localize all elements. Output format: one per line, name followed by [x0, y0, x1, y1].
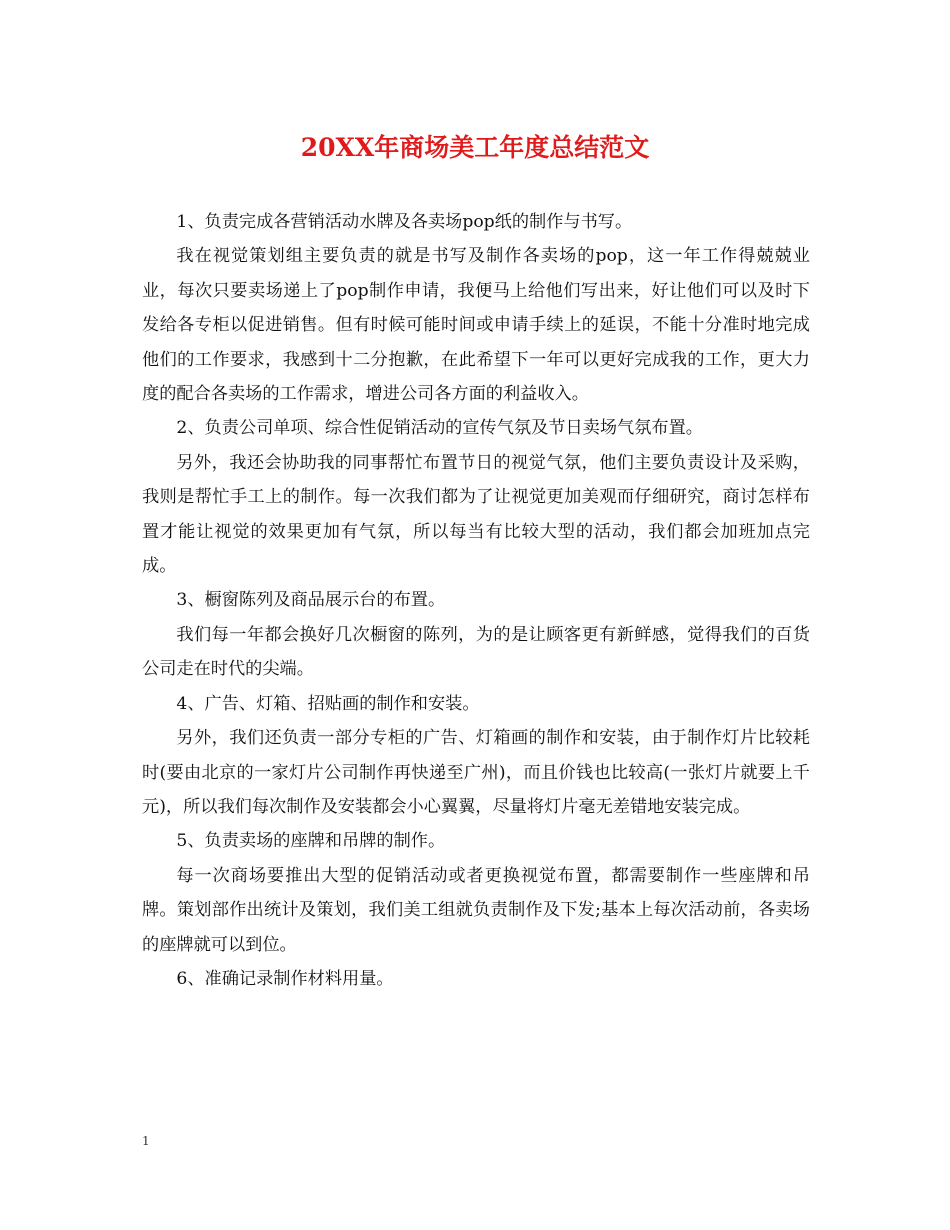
paragraph-1: 1、负责完成各营销活动水牌及各卖场pop纸的制作与书写。	[176, 212, 633, 232]
paragraph-2: 我在视觉策划组主要负责的就是书写及制作各卖场的pop，这一年工作得兢兢业业，每次只要卖场递上了pop制作申请，我便马上给他们写出来，好让他们可以及时下发给各专柜以促进销售。但有时候可能时间或申请手续上的延误，不能十分准时地完成他们的工作要求，我感到十二分抱歉，在此希望下一年可以更好完成我的工作，更大力度的配合各卖场的工作需求，增进公司各方面的利益收入。	[142, 246, 810, 405]
paragraph-10: 每一次商场要推出大型的促销活动或者更换视觉布置，都需要制作一些座牌和吊牌。策划部作出统计及策划，我们美工组就负责制作及下发;基本上每次活动前，各卖场的座牌就可以到位。	[142, 865, 810, 955]
paragraph-9: 5、负责卖场的座牌和吊牌的制作。	[176, 831, 446, 852]
paragraph-6: 我们每一年都会换好几次橱窗的陈列，为的是让顾客更有新鲜感，觉得我们的百货公司走在时代的尖端。	[142, 624, 810, 680]
document-body	[142, 205, 810, 996]
paragraph-4: 另外，我还会协助我的同事帮忙布置节日的视觉气氛，他们主要负责设计及采购，我则是帮忙手工上的制作。每一次我们都为了让视觉更加美观而仔细研究，商讨怎样布置才能让视觉的效果更加有气氛，所以每当有比较大型的活动，我们都会加班加点完成。	[142, 452, 810, 577]
paragraph-3: 2、负责公司单项、综合性促销活动的宣传气氛及节日卖场气氛布置。	[176, 418, 703, 439]
paragraph-5: 3、橱窗陈列及商品展示台的布置。	[176, 590, 446, 611]
paragraph-7: 4、广告、灯箱、招贴画的制作和安装。	[176, 693, 480, 714]
document-title: 20XX年商场美工年度总结范文	[300, 133, 650, 162]
paragraph-11: 6、准确记录制作材料用量。	[176, 968, 394, 989]
page-number: 1	[142, 1134, 150, 1148]
paragraph-8: 另外，我们还负责一部分专柜的广告、灯箱画的制作和安装，由于制作灯片比较耗时(要由北京的一家灯片公司制作再快递至广州)，而且价钱也比较高(一张灯片就要上千元)，所以我们每次制作及安装都会小心翼翼，尽量将灯片毫无差错地安装完成。	[142, 728, 810, 817]
